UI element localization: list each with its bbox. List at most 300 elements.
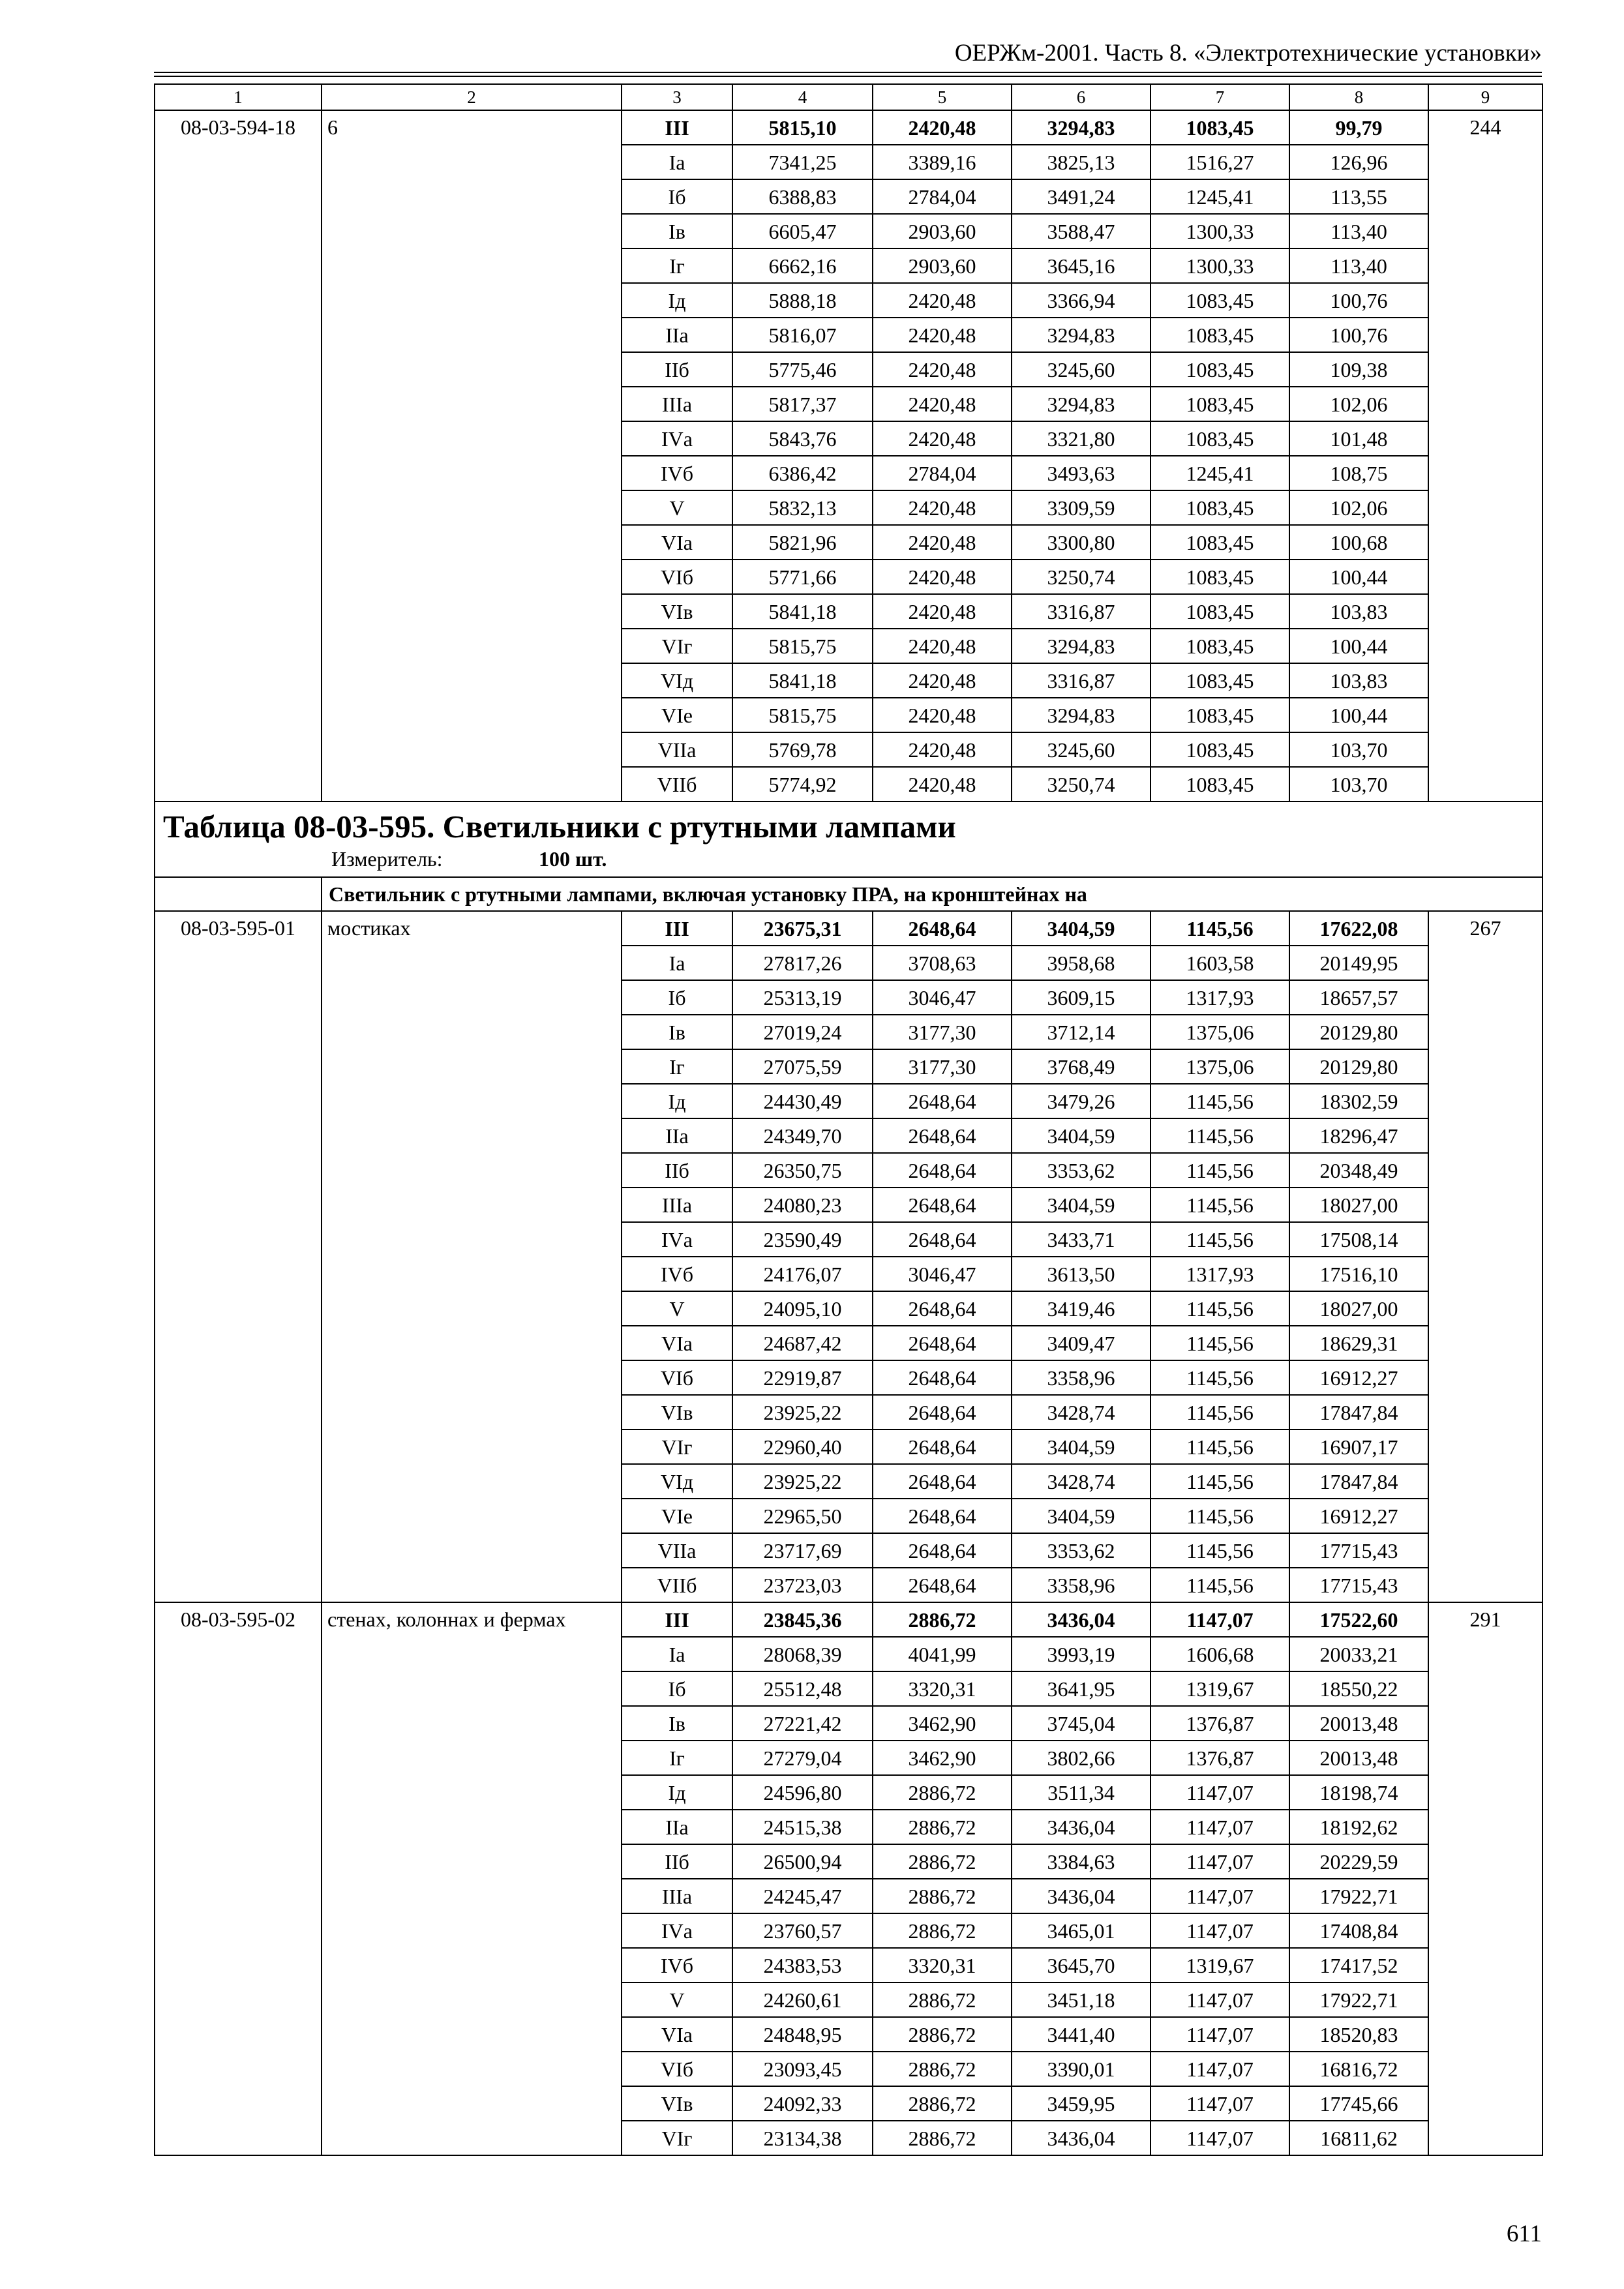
cell-value-col8: 20348,49 (1289, 1153, 1428, 1188)
cell-code: 08-03-595-02 (155, 1602, 322, 2155)
cell-value-col6: 3409,47 (1012, 1326, 1150, 1360)
cell-value-col7: 1319,67 (1150, 1948, 1289, 1982)
cell-value-col7: 1083,45 (1150, 387, 1289, 421)
cell-value-col4: 27279,04 (732, 1741, 873, 1775)
cell-value-col7: 1376,87 (1150, 1706, 1289, 1741)
cell-description: мостиках (322, 911, 622, 1602)
cell-value-col6: 3294,83 (1012, 698, 1150, 732)
cell-value-col7: 1145,56 (1150, 911, 1289, 946)
cell-value-col8: 20229,59 (1289, 1844, 1428, 1879)
cell-value-col6: 3419,46 (1012, 1291, 1150, 1326)
cell-value-col6: 3300,80 (1012, 525, 1150, 560)
cell-row-label: V (622, 1982, 732, 2017)
cell-value-col4: 5843,76 (732, 421, 873, 456)
cell-value-col7: 1083,45 (1150, 490, 1289, 525)
cell-value-col7: 1245,41 (1150, 179, 1289, 214)
cell-value-col4: 22965,50 (732, 1499, 873, 1533)
cell-description: стенах, колоннах и фермах (322, 1602, 622, 2155)
cell-value-col8: 102,06 (1289, 490, 1428, 525)
cell-value-col4: 25512,48 (732, 1671, 873, 1706)
cell-row-label: Iв (622, 1015, 732, 1049)
cell-value-col4: 5841,18 (732, 663, 873, 698)
cell-value-col8: 109,38 (1289, 352, 1428, 387)
cell-value-col4: 24430,49 (732, 1084, 873, 1118)
cell-value-col4: 5815,75 (732, 629, 873, 663)
cell-value-col5: 2420,48 (873, 387, 1012, 421)
cell-value-col7: 1083,45 (1150, 698, 1289, 732)
cell-value-col6: 3250,74 (1012, 767, 1150, 801)
cell-value-col4: 23590,49 (732, 1222, 873, 1257)
cell-value-col8: 101,48 (1289, 421, 1428, 456)
cell-value-col7: 1147,07 (1150, 1844, 1289, 1879)
cell-row-label: Iг (622, 248, 732, 283)
cell-row-label: III (622, 911, 732, 946)
cell-row-label: IIб (622, 1844, 732, 1879)
cell-value-col5: 2648,64 (873, 1533, 1012, 1568)
cell-row-label: IVб (622, 1948, 732, 1982)
cell-row-label: Iд (622, 1084, 732, 1118)
cell-value-col7: 1319,67 (1150, 1671, 1289, 1706)
cell-value-col5: 2420,48 (873, 421, 1012, 456)
cell-value-col6: 3316,87 (1012, 594, 1150, 629)
cell-value-col4: 5769,78 (732, 732, 873, 767)
cell-col9: 291 (1428, 1602, 1542, 2155)
cell-value-col8: 17508,14 (1289, 1222, 1428, 1257)
cell-value-col8: 99,79 (1289, 110, 1428, 145)
cell-value-col6: 3404,59 (1012, 1188, 1150, 1222)
cell-row-label: VIе (622, 698, 732, 732)
cell-row-label: IIб (622, 1153, 732, 1188)
cell-value-col6: 3428,74 (1012, 1464, 1150, 1499)
cell-value-col7: 1375,06 (1150, 1015, 1289, 1049)
cell-value-col4: 23675,31 (732, 911, 873, 946)
cell-row-label: Iа (622, 946, 732, 980)
cell-value-col7: 1083,45 (1150, 421, 1289, 456)
cell-value-col8: 18302,59 (1289, 1084, 1428, 1118)
measure-value: 100 шт. (539, 847, 607, 871)
cell-value-col5: 2886,72 (873, 2121, 1012, 2155)
cell-value-col5: 2648,64 (873, 1568, 1012, 1602)
cell-value-col5: 2420,48 (873, 594, 1012, 629)
cell-value-col7: 1376,87 (1150, 1741, 1289, 1775)
column-header-8: 8 (1289, 84, 1428, 110)
cell-value-col6: 3321,80 (1012, 421, 1150, 456)
cell-value-col8: 18629,31 (1289, 1326, 1428, 1360)
cell-value-col4: 23134,38 (732, 2121, 873, 2155)
cell-value-col6: 3465,01 (1012, 1913, 1150, 1948)
cell-value-col5: 2420,48 (873, 318, 1012, 352)
cell-value-col7: 1145,56 (1150, 1326, 1289, 1360)
cell-row-label: Iв (622, 1706, 732, 1741)
cell-value-col7: 1145,56 (1150, 1291, 1289, 1326)
header-rule (154, 72, 1542, 73)
section-title-cell (155, 801, 1542, 877)
cell-value-col8: 17522,60 (1289, 1602, 1428, 1637)
cell-value-col8: 17922,71 (1289, 1879, 1428, 1913)
cell-value-col6: 3436,04 (1012, 1810, 1150, 1844)
cell-value-col4: 5774,92 (732, 767, 873, 801)
cell-value-col5: 3389,16 (873, 145, 1012, 179)
cell-value-col7: 1606,68 (1150, 1637, 1289, 1671)
cell-value-col7: 1145,56 (1150, 1222, 1289, 1257)
cell-value-col6: 3384,63 (1012, 1844, 1150, 1879)
cell-value-col5: 2648,64 (873, 1326, 1012, 1360)
cell-value-col8: 16912,27 (1289, 1499, 1428, 1533)
section-subheading-row (155, 877, 1542, 911)
cell-value-col5: 2648,64 (873, 1395, 1012, 1429)
cell-value-col6: 3825,13 (1012, 145, 1150, 179)
cell-value-col7: 1083,45 (1150, 663, 1289, 698)
cell-value-col5: 2648,64 (873, 1360, 1012, 1395)
cell-value-col6: 3250,74 (1012, 560, 1150, 594)
cell-value-col6: 3404,59 (1012, 1118, 1150, 1153)
cell-value-col4: 6662,16 (732, 248, 873, 283)
cell-value-col4: 24848,95 (732, 2017, 873, 2052)
cell-value-col7: 1317,93 (1150, 980, 1289, 1015)
cell-value-col5: 2886,72 (873, 1810, 1012, 1844)
price-table (154, 83, 1543, 2156)
cell-value-col6: 3802,66 (1012, 1741, 1150, 1775)
cell-value-col5: 2420,48 (873, 767, 1012, 801)
cell-value-col5: 2648,64 (873, 1188, 1012, 1222)
cell-row-label: VIв (622, 594, 732, 629)
cell-value-col8: 103,70 (1289, 732, 1428, 767)
cell-value-col4: 24515,38 (732, 1810, 873, 1844)
cell-value-col6: 3428,74 (1012, 1395, 1150, 1429)
cell-value-col8: 108,75 (1289, 456, 1428, 490)
cell-row-label: Iд (622, 283, 732, 318)
column-header-4: 4 (732, 84, 873, 110)
cell-value-col7: 1145,56 (1150, 1118, 1289, 1153)
cell-row-label: VIб (622, 2052, 732, 2086)
cell-row-label: VIIа (622, 1533, 732, 1568)
cell-value-col6: 3436,04 (1012, 1879, 1150, 1913)
cell-row-label: VIг (622, 1429, 732, 1464)
cell-value-col6: 3491,24 (1012, 179, 1150, 214)
cell-value-col4: 6388,83 (732, 179, 873, 214)
cell-value-col4: 5815,10 (732, 110, 873, 145)
cell-value-col8: 100,44 (1289, 698, 1428, 732)
cell-value-col4: 27019,24 (732, 1015, 873, 1049)
cell-value-col4: 23760,57 (732, 1913, 873, 1948)
cell-value-col7: 1145,56 (1150, 1464, 1289, 1499)
cell-col9: 244 (1428, 110, 1542, 801)
cell-value-col8: 18198,74 (1289, 1775, 1428, 1810)
cell-value-col4: 24176,07 (732, 1257, 873, 1291)
cell-value-col7: 1147,07 (1150, 1879, 1289, 1913)
cell-row-label: VIг (622, 629, 732, 663)
cell-value-col5: 2648,64 (873, 1291, 1012, 1326)
cell-row-label: IIа (622, 318, 732, 352)
cell-value-col4: 27817,26 (732, 946, 873, 980)
table-row (155, 1602, 1542, 1637)
cell-value-col4: 6386,42 (732, 456, 873, 490)
cell-value-col7: 1083,45 (1150, 560, 1289, 594)
cell-value-col7: 1083,45 (1150, 767, 1289, 801)
cell-value-col8: 113,40 (1289, 248, 1428, 283)
cell-value-col7: 1317,93 (1150, 1257, 1289, 1291)
cell-value-col4: 24349,70 (732, 1118, 873, 1153)
cell-value-col4: 26350,75 (732, 1153, 873, 1188)
cell-row-label: VIIа (622, 732, 732, 767)
cell-value-col7: 1245,41 (1150, 456, 1289, 490)
cell-row-label: IVа (622, 1913, 732, 1948)
cell-value-col8: 113,40 (1289, 214, 1428, 248)
cell-row-label: IIIа (622, 387, 732, 421)
cell-value-col5: 2886,72 (873, 1982, 1012, 2017)
cell-value-col4: 23717,69 (732, 1533, 873, 1568)
cell-value-col7: 1147,07 (1150, 2017, 1289, 2052)
cell-value-col8: 16811,62 (1289, 2121, 1428, 2155)
cell-value-col8: 17622,08 (1289, 911, 1428, 946)
cell-value-col5: 2903,60 (873, 248, 1012, 283)
column-header-3: 3 (622, 84, 732, 110)
measure-label: Измеритель: (331, 847, 443, 871)
cell-value-col4: 5888,18 (732, 283, 873, 318)
cell-row-label: Iд (622, 1775, 732, 1810)
cell-value-col7: 1145,56 (1150, 1429, 1289, 1464)
cell-value-col8: 18550,22 (1289, 1671, 1428, 1706)
cell-value-col7: 1083,45 (1150, 594, 1289, 629)
cell-value-col4: 22960,40 (732, 1429, 873, 1464)
cell-value-col8: 18520,83 (1289, 2017, 1428, 2052)
table-title: Таблица 08-03-595. Светильники с ртутными лампами (163, 809, 956, 845)
cell-value-col5: 2886,72 (873, 2086, 1012, 2121)
cell-row-label: Iв (622, 214, 732, 248)
cell-value-col7: 1145,56 (1150, 1360, 1289, 1395)
cell-value-col4: 27075,59 (732, 1049, 873, 1084)
cell-value-col5: 2648,64 (873, 1153, 1012, 1188)
cell-value-col5: 2420,48 (873, 732, 1012, 767)
cell-row-label: IIIа (622, 1188, 732, 1222)
cell-value-col8: 18657,57 (1289, 980, 1428, 1015)
cell-row-label: VIIб (622, 1568, 732, 1602)
cell-value-col5: 2420,48 (873, 283, 1012, 318)
cell-row-label: IVб (622, 456, 732, 490)
cell-value-col8: 20033,21 (1289, 1637, 1428, 1671)
cell-value-col7: 1516,27 (1150, 145, 1289, 179)
cell-row-label: IVа (622, 1222, 732, 1257)
cell-value-col6: 3493,63 (1012, 456, 1150, 490)
cell-value-col6: 3958,68 (1012, 946, 1150, 980)
cell-value-col6: 3358,96 (1012, 1360, 1150, 1395)
cell-value-col4: 6605,47 (732, 214, 873, 248)
cell-value-col6: 3436,04 (1012, 2121, 1150, 2155)
cell-value-col6: 3768,49 (1012, 1049, 1150, 1084)
cell-value-col7: 1145,56 (1150, 1084, 1289, 1118)
cell-value-col6: 3404,59 (1012, 1499, 1150, 1533)
cell-value-col6: 3588,47 (1012, 214, 1150, 248)
cell-value-col4: 24383,53 (732, 1948, 873, 1982)
cell-row-label: VIг (622, 2121, 732, 2155)
cell-value-col4: 24245,47 (732, 1879, 873, 1913)
cell-row-label: VIIб (622, 767, 732, 801)
cell-value-col8: 20013,48 (1289, 1706, 1428, 1741)
cell-value-col6: 3609,15 (1012, 980, 1150, 1015)
cell-value-col6: 3993,19 (1012, 1637, 1150, 1671)
cell-row-label: Iг (622, 1741, 732, 1775)
table-body (155, 84, 1542, 2155)
cell-value-col7: 1147,07 (1150, 2086, 1289, 2121)
cell-value-col4: 23093,45 (732, 2052, 873, 2086)
cell-value-col7: 1147,07 (1150, 1810, 1289, 1844)
table-row (155, 911, 1542, 946)
cell-value-col6: 3294,83 (1012, 629, 1150, 663)
cell-value-col4: 22919,87 (732, 1360, 873, 1395)
cell-value-col5: 2648,64 (873, 1464, 1012, 1499)
measure-line (163, 845, 1542, 873)
cell-value-col7: 1147,07 (1150, 2121, 1289, 2155)
cell-value-col5: 3462,90 (873, 1706, 1012, 1741)
cell-row-label: IIб (622, 352, 732, 387)
cell-value-col4: 23925,22 (732, 1395, 873, 1429)
cell-value-col6: 3353,62 (1012, 1533, 1150, 1568)
cell-value-col5: 2886,72 (873, 1775, 1012, 1810)
cell-value-col6: 3294,83 (1012, 110, 1150, 145)
section-title-row (155, 801, 1542, 877)
page-number: 611 (1506, 2221, 1542, 2247)
cell-value-col8: 17715,43 (1289, 1533, 1428, 1568)
cell-value-col6: 3712,14 (1012, 1015, 1150, 1049)
cell-value-col5: 2420,48 (873, 560, 1012, 594)
cell-value-col4: 5821,96 (732, 525, 873, 560)
cell-row-label: III (622, 110, 732, 145)
cell-value-col8: 17516,10 (1289, 1257, 1428, 1291)
section-subheading: Светильник с ртутными лампами, включая установку ПРА, на кронштейнах на (322, 877, 1542, 911)
cell-value-col4: 24260,61 (732, 1982, 873, 2017)
cell-value-col4: 23723,03 (732, 1568, 873, 1602)
cell-value-col8: 100,44 (1289, 629, 1428, 663)
cell-row-label: VIа (622, 525, 732, 560)
cell-value-col4: 23845,36 (732, 1602, 873, 1637)
cell-row-label: VIд (622, 1464, 732, 1499)
cell-value-col5: 2784,04 (873, 179, 1012, 214)
column-header-7: 7 (1150, 84, 1289, 110)
cell-row-label: Iб (622, 1671, 732, 1706)
cell-value-col4: 28068,39 (732, 1637, 873, 1671)
page-header: ОЕРЖм-2001. Часть 8. «Электротехнические установки» (954, 40, 1542, 67)
cell-value-col8: 100,76 (1289, 283, 1428, 318)
cell-value-col5: 4041,99 (873, 1637, 1012, 1671)
cell-value-col6: 3358,96 (1012, 1568, 1150, 1602)
cell-value-col4: 24080,23 (732, 1188, 873, 1222)
cell-value-col8: 17847,84 (1289, 1464, 1428, 1499)
cell-row-label: IIIа (622, 1879, 732, 1913)
column-header-row (155, 84, 1542, 110)
column-header-2: 2 (322, 84, 622, 110)
cell-row-label: VIв (622, 2086, 732, 2121)
cell-value-col6: 3433,71 (1012, 1222, 1150, 1257)
column-header-5: 5 (873, 84, 1012, 110)
cell-value-col5: 2886,72 (873, 1879, 1012, 1913)
cell-value-col6: 3390,01 (1012, 2052, 1150, 2086)
cell-value-col4: 23925,22 (732, 1464, 873, 1499)
cell-row-label: Iб (622, 179, 732, 214)
cell-value-col6: 3353,62 (1012, 1153, 1150, 1188)
cell-value-col8: 17922,71 (1289, 1982, 1428, 2017)
cell-value-col6: 3479,26 (1012, 1084, 1150, 1118)
cell-value-col5: 2886,72 (873, 1844, 1012, 1879)
cell-value-col7: 1145,56 (1150, 1395, 1289, 1429)
cell-value-col5: 3046,47 (873, 980, 1012, 1015)
cell-value-col6: 3316,87 (1012, 663, 1150, 698)
cell-value-col5: 2648,64 (873, 1084, 1012, 1118)
cell-value-col8: 18296,47 (1289, 1118, 1428, 1153)
cell-value-col4: 24092,33 (732, 2086, 873, 2121)
cell-value-col8: 18192,62 (1289, 1810, 1428, 1844)
cell-value-col7: 1145,56 (1150, 1499, 1289, 1533)
cell-value-col7: 1147,07 (1150, 1602, 1289, 1637)
cell-value-col5: 2648,64 (873, 1499, 1012, 1533)
cell-value-col8: 17745,66 (1289, 2086, 1428, 2121)
cell-value-col8: 113,55 (1289, 179, 1428, 214)
cell-value-col5: 3708,63 (873, 946, 1012, 980)
cell-value-col5: 2420,48 (873, 663, 1012, 698)
cell-value-col7: 1083,45 (1150, 732, 1289, 767)
cell-value-col8: 20013,48 (1289, 1741, 1428, 1775)
cell-value-col4: 24095,10 (732, 1291, 873, 1326)
cell-value-col8: 100,68 (1289, 525, 1428, 560)
cell-value-col6: 3294,83 (1012, 387, 1150, 421)
cell-value-col5: 3046,47 (873, 1257, 1012, 1291)
cell-row-label: VIб (622, 560, 732, 594)
cell-value-col8: 16912,27 (1289, 1360, 1428, 1395)
cell-value-col5: 3177,30 (873, 1015, 1012, 1049)
cell-value-col8: 17847,84 (1289, 1395, 1428, 1429)
cell-value-col5: 2648,64 (873, 1118, 1012, 1153)
cell-value-col5: 3177,30 (873, 1049, 1012, 1084)
cell-value-col8: 100,44 (1289, 560, 1428, 594)
cell-value-col7: 1083,45 (1150, 525, 1289, 560)
cell-value-col4: 24687,42 (732, 1326, 873, 1360)
cell-value-col4: 5771,66 (732, 560, 873, 594)
cell-value-col6: 3404,59 (1012, 1429, 1150, 1464)
cell-code: 08-03-595-01 (155, 911, 322, 1602)
cell-value-col7: 1603,58 (1150, 946, 1289, 980)
cell-value-col8: 16907,17 (1289, 1429, 1428, 1464)
cell-value-col7: 1083,45 (1150, 110, 1289, 145)
cell-value-col6: 3294,83 (1012, 318, 1150, 352)
cell-row-label: VIа (622, 2017, 732, 2052)
cell-value-col8: 100,76 (1289, 318, 1428, 352)
cell-value-col7: 1145,56 (1150, 1188, 1289, 1222)
cell-value-col7: 1145,56 (1150, 1568, 1289, 1602)
cell-value-col4: 5816,07 (732, 318, 873, 352)
cell-value-col5: 2420,48 (873, 525, 1012, 560)
cell-row-label: Iб (622, 980, 732, 1015)
cell-value-col5: 2886,72 (873, 1602, 1012, 1637)
column-header-9: 9 (1428, 84, 1542, 110)
cell-row-label: V (622, 490, 732, 525)
cell-value-col8: 20149,95 (1289, 946, 1428, 980)
cell-row-label: VIв (622, 1395, 732, 1429)
cell-value-col5: 2420,48 (873, 352, 1012, 387)
cell-value-col5: 3320,31 (873, 1948, 1012, 1982)
cell-value-col7: 1083,45 (1150, 352, 1289, 387)
cell-row-label: VIа (622, 1326, 732, 1360)
cell-value-col7: 1083,45 (1150, 283, 1289, 318)
cell-value-col5: 2420,48 (873, 629, 1012, 663)
cell-value-col6: 3511,34 (1012, 1775, 1150, 1810)
cell-row-label: Iг (622, 1049, 732, 1084)
cell-value-col8: 17408,84 (1289, 1913, 1428, 1948)
empty-cell (155, 877, 322, 911)
cell-value-col8: 17715,43 (1289, 1568, 1428, 1602)
cell-value-col8: 103,83 (1289, 594, 1428, 629)
cell-row-label: IVа (622, 421, 732, 456)
cell-row-label: V (622, 1291, 732, 1326)
cell-value-col4: 5841,18 (732, 594, 873, 629)
